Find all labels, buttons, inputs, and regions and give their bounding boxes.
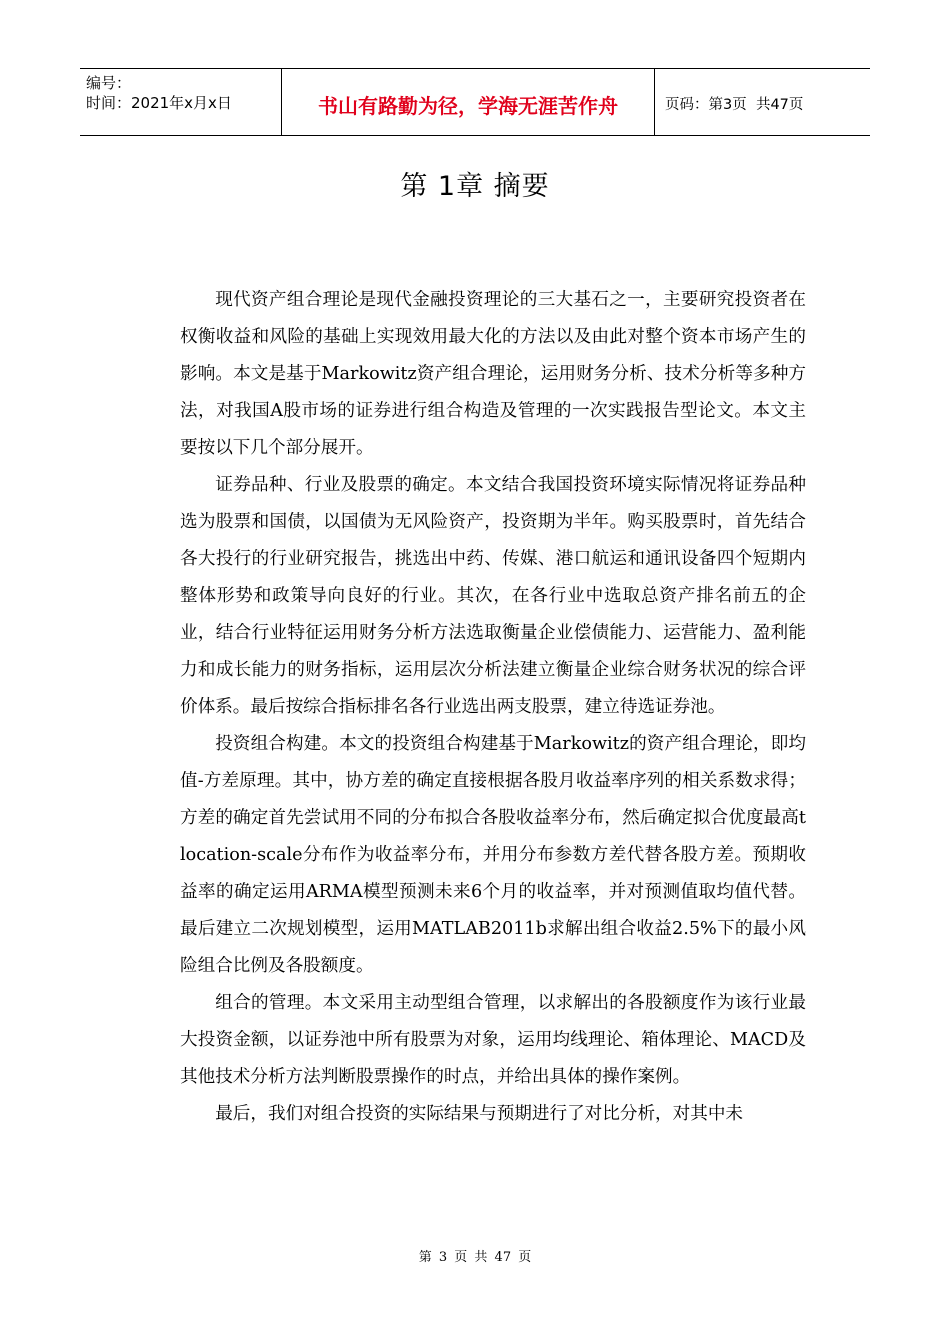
chapter-title: 第 1章 摘要 bbox=[400, 171, 550, 202]
paragraph: 现代资产组合理论是现代金融投资理论的三大基石之一，主要研究投资者在权衡收益和风险的基础上实现效用最大化的方法以及由此对整个资本市场产生的影响。本文是基于Markowitz资产组合理论，运用财务分析、技术分析等多种方法，对我国A股市场的证券进行组合构造及管理的一次实践报告型论文。本文主要按以下几个部分展开。 bbox=[180, 290, 806, 458]
paragraph: 最后，我们对组合投资的实际结果与预期进行了对比分析，对其中未 bbox=[215, 1104, 744, 1124]
page-number-label: 页码：第3页 共47页 bbox=[665, 96, 804, 113]
paragraph: 投资组合构建。本文的投资组合构建基于Markowitz的资产组合理论，即均值-方差原理。其中，协方差的确定直接根据各股月收益率序列的相关系数求得；方差的确定首先尝试用不同的分布拟合各股收益率分布，然后确定拟合优度最高t location-scale分布作为收益率分布，并用分布参数方差代替各股方差。预期收益率的确定运用ARMA模型预测未来6个月的收益率，并对预测值取均值代替。最后建立二次规划模型，运用MATLAB2011b求解出组合收益2.5%下的最小风险组合比例及各股额度。 bbox=[180, 734, 806, 976]
page-footer: 第 3 页 共 47 页 bbox=[418, 1250, 532, 1265]
abstract-body bbox=[180, 282, 806, 1133]
motto-cell bbox=[282, 69, 655, 135]
motto-text: 书山有路勤为径，学海无涯苦作舟 bbox=[318, 93, 618, 118]
paragraph: 证券品种、行业及股票的确定。本文结合我国投资环境实际情况将证券品种选为股票和国债，以国债为无风险资产，投资期为半年。购买股票时，首先结合各大投行的行业研究报告，挑选出中药、传媒、港口航运和通讯设备四个短期内整体形势和政策导向良好的行业。其次，在各行业中选取总资产排名前五的企业，结合行业特征运用财务分析方法选取衡量企业偿债能力、运营能力、盈利能力和成长能力的财务指标，运用层次分析法建立衡量企业综合财务状况的综合评价体系。最后按综合指标排名各行业选出两支股票，建立待选证券池。 bbox=[180, 475, 806, 717]
page-number-cell bbox=[655, 69, 870, 135]
number-label: 编号： bbox=[86, 74, 132, 92]
header-table bbox=[80, 68, 870, 136]
paragraph: 组合的管理。本文采用主动型组合管理，以求解出的各股额度作为该行业最大投资金额，以证券池中所有股票为对象，运用均线理论、箱体理论、MACD及其他技术分析方法判断股票操作的时点，并给出具体的操作案例。 bbox=[180, 993, 806, 1087]
date-label: 时间：2021年x月x日 bbox=[86, 94, 232, 112]
header-meta-cell bbox=[80, 69, 282, 135]
